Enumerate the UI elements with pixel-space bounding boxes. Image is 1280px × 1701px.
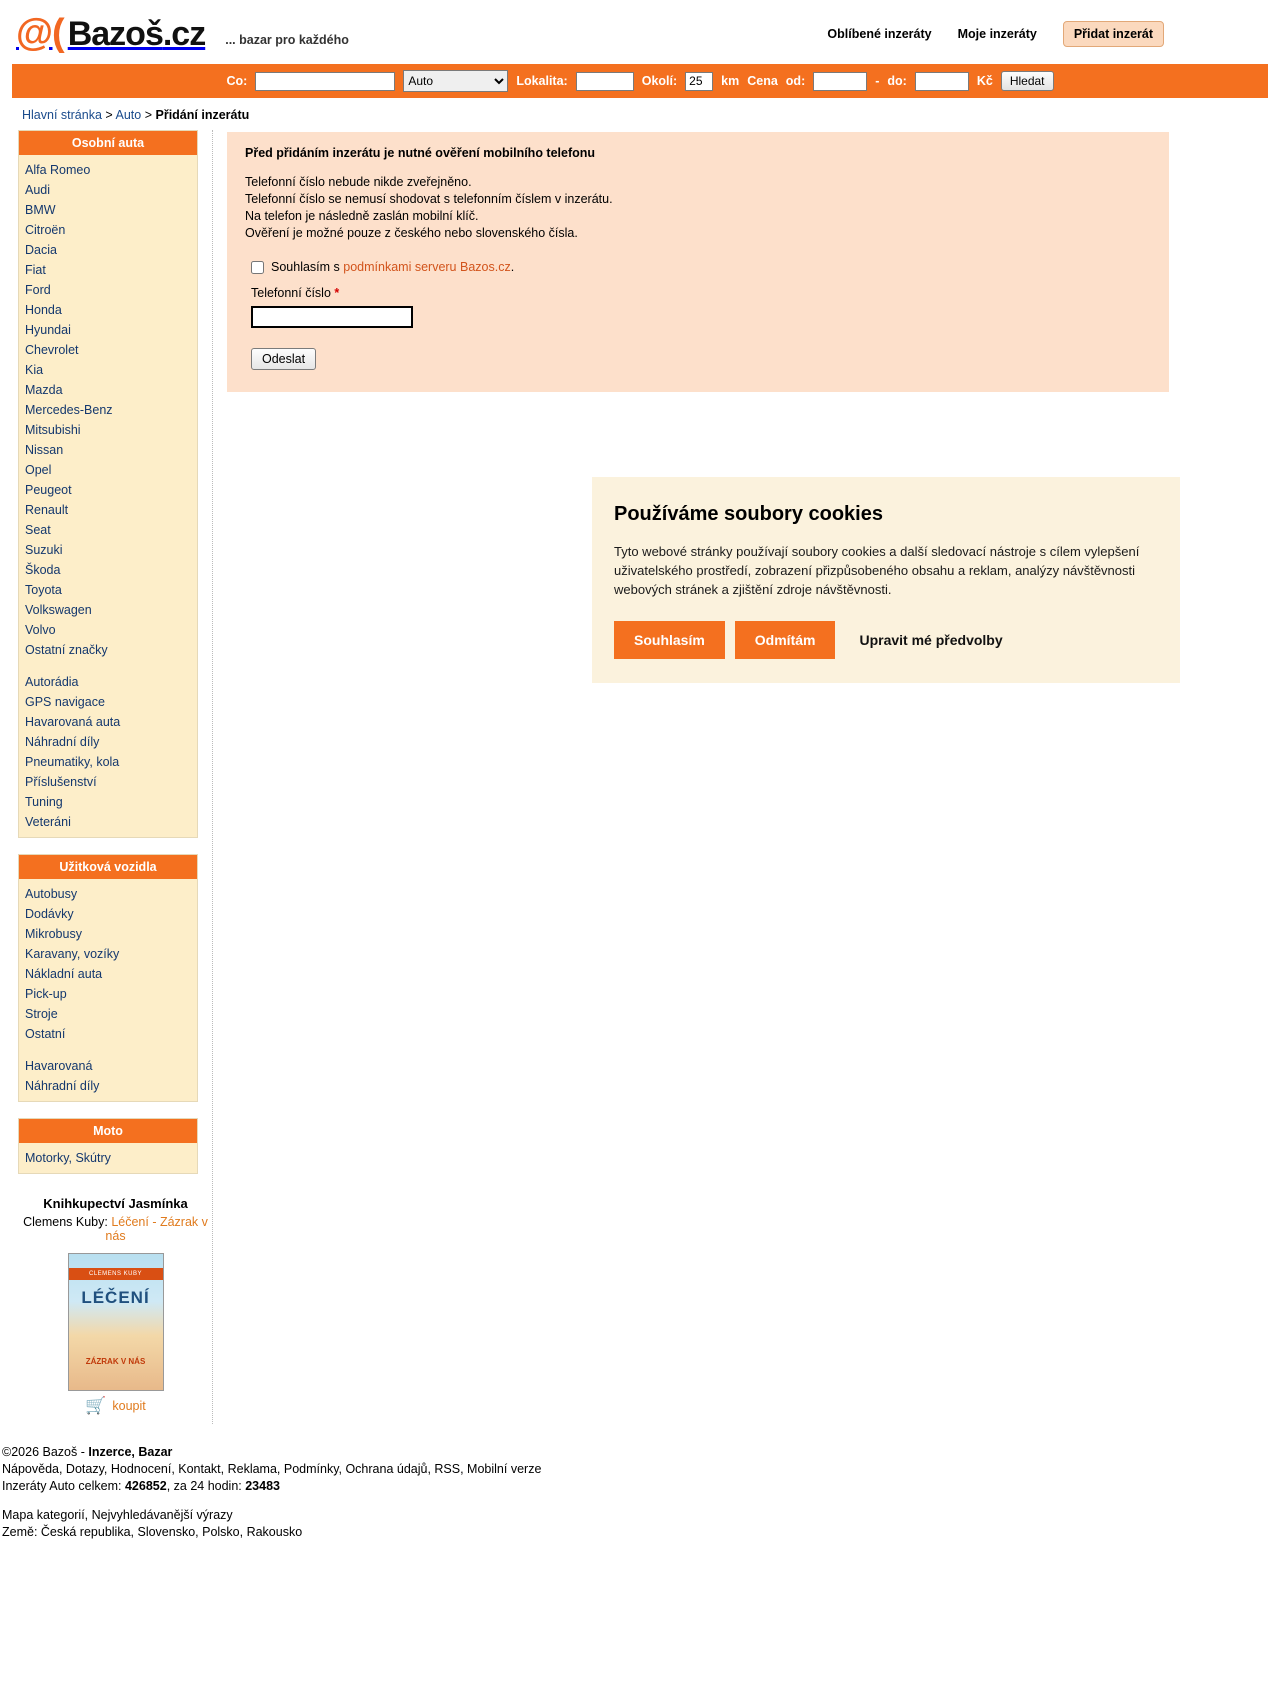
sidebar-item-ford[interactable]: Ford <box>25 282 51 297</box>
footer-copyright-bold: Inzerce, Bazar <box>88 1445 173 1459</box>
footer-stats-mid: , za 24 hodin: <box>166 1479 246 1493</box>
sidebar-item-chevrolet[interactable]: Chevrolet <box>25 342 79 357</box>
header-nav <box>827 21 1264 47</box>
sidebar-item-suzuki[interactable]: Suzuki <box>25 542 63 557</box>
footer-map-row[interactable] <box>0 1507 1280 1524</box>
search-cena-label: Cena <box>747 74 778 88</box>
promo-block <box>18 1190 213 1424</box>
sidebar-item-karavany-voziky[interactable]: Karavany, vozíky <box>25 946 120 961</box>
terms-prefix: Souhlasím s <box>271 260 340 274</box>
list-item[interactable] <box>19 619 197 639</box>
sidebar-item-kia[interactable]: Kia <box>25 362 44 377</box>
list-item[interactable] <box>19 1023 197 1043</box>
sidebar-item-peugeot[interactable]: Peugeot <box>25 482 72 497</box>
footer-countries-row <box>0 1524 1280 1541</box>
logo-tld: .cz <box>162 15 206 53</box>
sidebar-item-audi[interactable]: Audi <box>25 182 51 197</box>
sidebar-item-havarovana-auta[interactable]: Havarovaná auta <box>25 714 121 729</box>
category-list-utility <box>19 879 197 1101</box>
price-dash: - <box>875 74 880 88</box>
search-co-label: Co: <box>226 74 248 88</box>
list-item[interactable] <box>19 399 197 419</box>
list-item[interactable] <box>19 963 197 983</box>
info-line-3: Na telefon je následně zaslán mobilní klíč. <box>245 209 479 223</box>
cookie-title: Používáme soubory cookies <box>614 503 883 525</box>
category-list-moto <box>19 1143 197 1173</box>
list-item[interactable] <box>19 983 197 1003</box>
sidebar-item-citroen[interactable]: Citroën <box>25 222 66 237</box>
cookie-accept-button[interactable]: Souhlasím <box>614 621 725 659</box>
list-item[interactable] <box>19 1075 197 1095</box>
cookie-reject-button[interactable]: Odmítám <box>735 621 836 659</box>
list-item[interactable] <box>19 751 197 771</box>
search-input[interactable] <box>255 72 395 91</box>
footer-links-row[interactable] <box>0 1461 1280 1478</box>
terms-link[interactable]: podmínkami serveru Bazos.cz <box>343 260 511 274</box>
list-item[interactable] <box>19 1003 197 1023</box>
list-item[interactable] <box>19 691 197 711</box>
shopping-cart-icon: 🛒 <box>85 1396 107 1415</box>
locality-input[interactable] <box>576 72 634 91</box>
sidebar-item-opel[interactable]: Opel <box>25 462 52 477</box>
list-item[interactable] <box>19 379 197 399</box>
footer-copyright-row <box>0 1444 1280 1461</box>
info-line-4: Ověření je možné pouze z českého nebo slovenského čísla. <box>245 226 578 240</box>
sidebar-item-prislusenstvi[interactable]: Příslušenství <box>25 774 97 789</box>
search-bar <box>12 64 1268 98</box>
sidebar-item-seat[interactable]: Seat <box>25 522 51 537</box>
footer-map-links[interactable]: Mapa kategorií, Nejvyhledávanější výrazy <box>2 1508 233 1522</box>
list-item[interactable] <box>19 179 197 199</box>
list-item[interactable] <box>19 499 197 519</box>
info-line-2: Telefonní číslo se nemusí shodovat s telefonním číslem v inzerátu. <box>245 192 613 206</box>
site-logo[interactable] <box>16 14 205 54</box>
list-item[interactable] <box>19 219 197 239</box>
list-item[interactable] <box>19 359 197 379</box>
sidebar-item-pick-up[interactable]: Pick-up <box>25 986 67 1001</box>
terms-agree-row <box>251 260 1151 274</box>
required-marker: * <box>334 286 340 300</box>
phone-input[interactable] <box>251 306 413 328</box>
search-od-label: od: <box>785 74 806 88</box>
sidebar-item-havarovana[interactable]: Havarovaná <box>25 1058 93 1073</box>
list-item[interactable] <box>19 731 197 751</box>
sidebar-item-nahradni-dily-uzitkova[interactable]: Náhradní díly <box>25 1078 100 1093</box>
list-item[interactable] <box>19 459 197 479</box>
list-spacer <box>19 659 197 671</box>
cookie-preferences-button[interactable]: Upravit mé předvolby <box>845 621 1016 659</box>
sidebar-item-dodavky[interactable]: Dodávky <box>25 906 74 921</box>
breadcrumb-separator: > <box>105 108 113 122</box>
sidebar-item-volvo[interactable]: Volvo <box>25 622 56 637</box>
category-block-title: Moto <box>19 1119 197 1143</box>
list-item[interactable] <box>19 319 197 339</box>
logo-at-icon: @( <box>16 12 64 54</box>
list-item[interactable] <box>19 943 197 963</box>
list-item[interactable] <box>19 671 197 691</box>
category-select[interactable] <box>403 70 508 92</box>
breadcrumb <box>0 98 1280 130</box>
cookie-buttons <box>614 621 1158 659</box>
list-item[interactable] <box>19 539 197 559</box>
sidebar-item-mazda[interactable]: Mazda <box>25 382 63 397</box>
list-item[interactable] <box>19 923 197 943</box>
phone-verification-panel <box>227 132 1169 392</box>
cookie-banner <box>592 477 1180 683</box>
search-lokalita-label: Lokalita: <box>516 74 568 88</box>
logo-name: Bazoš <box>67 15 163 53</box>
sidebar-item-autoradia[interactable]: Autorádia <box>25 674 79 689</box>
list-item[interactable] <box>19 159 197 179</box>
sidebar-item-nakladni-auta[interactable]: Nákladní auta <box>25 966 103 981</box>
sidebar-item-renault[interactable]: Renault <box>25 502 69 517</box>
category-block-moto <box>18 1118 198 1174</box>
category-block-osobni-auta <box>18 130 198 838</box>
terms-checkbox[interactable] <box>251 261 264 274</box>
list-item[interactable] <box>19 599 197 619</box>
submit-button[interactable]: Odeslat <box>251 348 316 370</box>
sidebar-item-alfa-romeo[interactable]: Alfa Romeo <box>25 162 91 177</box>
category-block-uzitkova-vozidla <box>18 854 198 1102</box>
promo-cover-subtitle: ZÁZRAK V NÁS <box>85 1357 146 1366</box>
list-item[interactable] <box>19 639 197 659</box>
sidebar <box>18 130 213 1424</box>
sidebar-item-autobusy[interactable]: Autobusy <box>25 886 78 901</box>
search-submit-button[interactable]: Hledat <box>1001 71 1054 91</box>
site-slogan: ... bazar pro každého <box>225 33 349 47</box>
sidebar-item-toyota[interactable]: Toyota <box>25 582 62 597</box>
promo-buy-link[interactable]: koupit <box>112 1398 146 1413</box>
sidebar-item-ostatni-znacky[interactable]: Ostatní značky <box>25 642 108 657</box>
footer-stats-row <box>0 1478 1280 1495</box>
cookie-text: Tyto webové stránky používají soubory cookies a další sledovací nástroje s cílem vylepšení uživatelského prostředí, zobrazení přizpůsobeného obsahu a reklam, analýzy návštěvnosti webových stránek a zjištění zdroje návštěvnosti. <box>614 544 1140 597</box>
sidebar-item-stroje[interactable]: Stroje <box>25 1006 58 1021</box>
list-item[interactable] <box>19 791 197 811</box>
promo-cover-title: LÉČENÍ <box>81 1288 150 1307</box>
list-item[interactable] <box>19 279 197 299</box>
list-item[interactable] <box>19 1055 197 1075</box>
promo-author: Clemens Kuby: <box>23 1215 108 1229</box>
list-item[interactable] <box>19 299 197 319</box>
breadcrumb-item-auto[interactable]: Auto <box>115 108 142 122</box>
terms-text <box>271 260 514 274</box>
list-item[interactable] <box>19 883 197 903</box>
sidebar-item-fiat[interactable]: Fiat <box>25 262 46 277</box>
footer-countries-label: Země: <box>2 1525 41 1539</box>
footer-stats-day: 23483 <box>245 1479 280 1493</box>
sidebar-item-pneumatiky-kola[interactable]: Pneumatiky, kola <box>25 754 120 769</box>
add-ad-button[interactable]: Přidat inzerát <box>1063 21 1164 47</box>
promo-book-link[interactable]: Léčení - Zázrak v nás <box>105 1215 208 1243</box>
footer-countries[interactable]: Česká republika, Slovensko, Polsko, Rakousko <box>40 1525 303 1539</box>
list-item[interactable] <box>19 519 197 539</box>
sidebar-item-mitsubishi[interactable]: Mitsubishi <box>25 422 81 437</box>
breadcrumb-current: Přidání inzerátu <box>155 108 250 122</box>
sidebar-item-veterani[interactable]: Veteráni <box>25 814 71 829</box>
category-list-brands <box>19 155 197 837</box>
breadcrumb-item-home[interactable]: Hlavní stránka <box>22 108 102 122</box>
promo-line <box>18 1215 213 1243</box>
list-item[interactable] <box>19 559 197 579</box>
promo-book-cover-image <box>68 1253 164 1391</box>
sidebar-item-nahradni-dily[interactable]: Náhradní díly <box>25 734 100 749</box>
sidebar-item-nissan[interactable]: Nissan <box>25 442 64 457</box>
terms-suffix: . <box>510 260 515 274</box>
sidebar-item-volkswagen[interactable]: Volkswagen <box>25 602 92 617</box>
category-block-title: Užitková vozidla <box>19 855 197 879</box>
footer-gap <box>0 1495 1280 1507</box>
search-okoli-label: Okolí: <box>641 74 678 88</box>
sidebar-item-mikrobusy[interactable]: Mikrobusy <box>25 926 82 941</box>
search-km-label: km <box>721 74 740 88</box>
list-item[interactable] <box>19 771 197 791</box>
list-item[interactable] <box>19 339 197 359</box>
category-block-title: Osobní auta <box>19 131 197 155</box>
list-item[interactable] <box>19 711 197 731</box>
list-item[interactable] <box>19 239 197 259</box>
list-item[interactable] <box>19 811 197 831</box>
breadcrumb-separator-2: > <box>144 108 153 122</box>
list-item[interactable] <box>19 1147 197 1167</box>
promo-buy-row <box>18 1397 213 1414</box>
list-item[interactable] <box>19 199 197 219</box>
footer-stats-prefix: Inzeráty Auto celkem: <box>2 1479 125 1493</box>
sidebar-item-ostatni[interactable]: Ostatní <box>25 1026 66 1041</box>
list-item[interactable] <box>19 419 197 439</box>
nav-my-ads[interactable]: Moje inzeráty <box>957 27 1037 41</box>
site-header <box>0 0 1280 64</box>
price-to-input[interactable] <box>915 72 969 91</box>
footer-copyright: ©2026 Bazoš - <box>2 1445 89 1459</box>
price-from-input[interactable] <box>813 72 867 91</box>
list-item[interactable] <box>19 903 197 923</box>
list-item[interactable] <box>19 439 197 459</box>
phone-field-label <box>251 286 1151 300</box>
list-item[interactable] <box>19 579 197 599</box>
sidebar-item-dacia[interactable]: Dacia <box>25 242 57 257</box>
footer-stats-total: 426852 <box>124 1479 167 1493</box>
info-line-1: Telefonní číslo nebude nikde zveřejněno. <box>245 175 472 189</box>
main-content <box>213 130 1280 392</box>
promo-cover-band: CLEMENS KUBY <box>69 1268 163 1280</box>
list-item[interactable] <box>19 259 197 279</box>
sidebar-item-motorky-skutry[interactable]: Motorky, Skútry <box>25 1150 111 1165</box>
sidebar-item-hyundai[interactable]: Hyundai <box>25 322 71 337</box>
search-do-label: do: <box>887 74 907 88</box>
page-layout <box>0 130 1280 1424</box>
list-item[interactable] <box>19 479 197 499</box>
sidebar-item-bmw[interactable]: BMW <box>25 202 56 217</box>
sidebar-item-honda[interactable]: Honda <box>25 302 62 317</box>
sidebar-item-mercedes-benz[interactable]: Mercedes-Benz <box>25 402 113 417</box>
sidebar-item-tuning[interactable]: Tuning <box>25 794 63 809</box>
sidebar-item-skoda[interactable]: Škoda <box>25 562 61 577</box>
site-footer <box>0 1434 1280 1561</box>
radius-input[interactable] <box>685 72 713 91</box>
nav-favourite-ads[interactable]: Oblíbené inzeráty <box>827 27 932 41</box>
search-kc-label: Kč <box>976 74 993 88</box>
footer-links[interactable]: Nápověda, Dotazy, Hodnocení, Kontakt, Reklama, Podmínky, Ochrana údajů, RSS, Mobilní verze <box>2 1462 542 1476</box>
promo-title: Knihkupectví Jasmínka <box>43 1196 188 1211</box>
list-spacer <box>19 1043 197 1055</box>
panel-title: Před přidáním inzerátu je nutné ověření mobilního telefonu <box>245 146 596 160</box>
phone-label-text: Telefonní číslo <box>251 286 331 300</box>
sidebar-item-gps-navigace[interactable]: GPS navigace <box>25 694 105 709</box>
